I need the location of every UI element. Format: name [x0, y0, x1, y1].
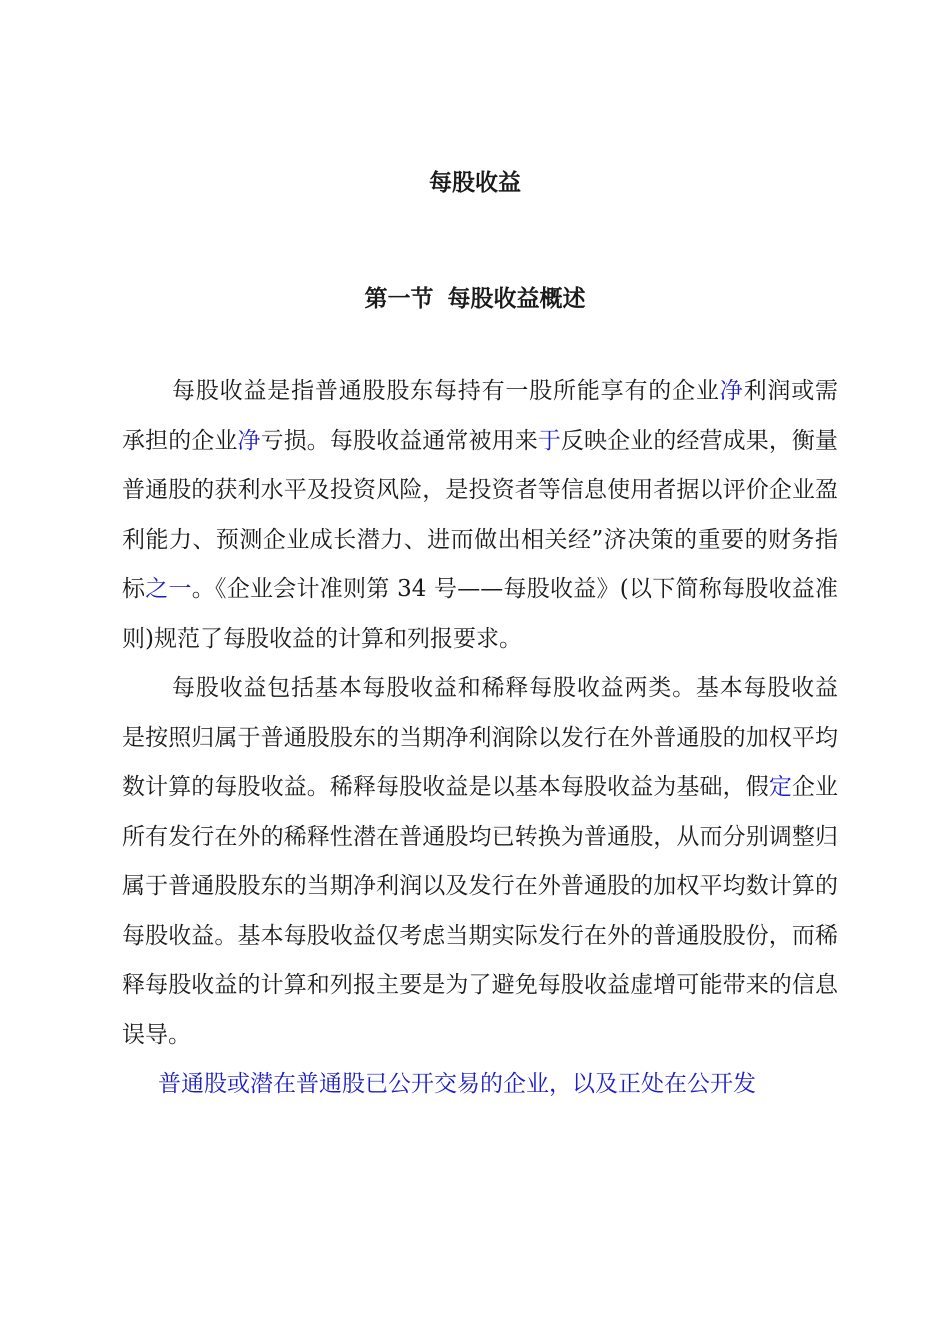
paragraph-2 [122, 664, 838, 1060]
highlighted-text-run: 于 [537, 427, 561, 454]
highlighted-text-run: 净 [237, 427, 261, 454]
paragraph-1 [122, 367, 838, 664]
text-run: 亏损。每股收益通常被用来 [260, 427, 538, 454]
highlighted-text-run: 之一 [145, 576, 192, 602]
text-run: 。《企业会计准则第 34 号——每股收益》(以下简称每股收益准则)规范了每股收益的计算和列报要求。 [122, 576, 839, 652]
section-title: 第一节 每股收益概述 [364, 286, 586, 312]
text-run: 企业所有发行在外的稀释性潜在普通股均已转换为普通股，从而分别调整归属于普通股股东的当期净利润以及发行在外普通股的加权平均数计算的每股收益。基本每股收益仅考虑当期实际发行在外的普通股股份，而稀释每股收益的计算和列报主要是为了避免每股收益虚增可能带来的信息误导。 [122, 774, 839, 1048]
text-run: 反映企业的经营成果，衡量普通股的获利水平及投资风险，是投资者等信息使用者据以评价企业盈利能力、预测企业成长潜力、进而做出相关经”济决策的重要的财务指标 [122, 427, 839, 602]
document-body [122, 367, 838, 1110]
text-run: 普通股或潜在普通股已公开交易的企业，以及正处在公开发 [158, 1071, 756, 1097]
highlighted-text-run: 定 [768, 774, 792, 800]
highlighted-text-run: 净 [719, 378, 744, 404]
text-run: 每股收益包括基本每股收益和稀释每股收益两类。基本每股收益是按照归属于普通股股东的当期净利润除以发行在外普通股的加权平均数计算的每股收益。稀释每股收益是以基本每股收益为基础，假 [122, 675, 838, 800]
text-run: 每股收益是指普通股股东每持有一股所能享有的企业 [172, 378, 720, 404]
paragraph-3 [122, 1060, 838, 1110]
document-title: 每股收益 [429, 170, 521, 196]
text-run: 利润或需承担的企业 [122, 378, 839, 454]
